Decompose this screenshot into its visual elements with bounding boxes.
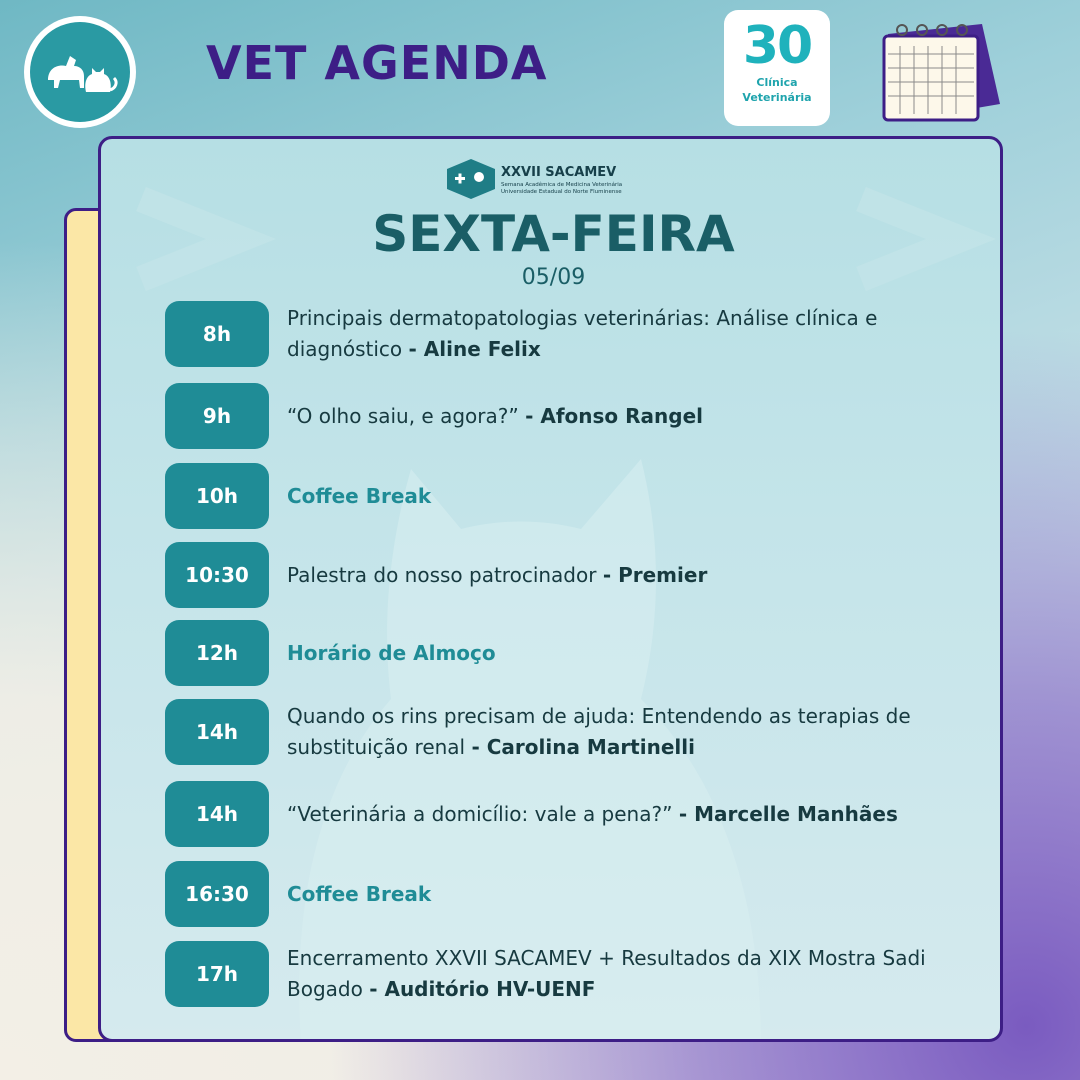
- event-subtitle: Semana Acadêmica de Medicina Veterinária: [501, 182, 623, 188]
- session-text: [287, 542, 957, 608]
- session-speaker: - Afonso Rangel: [525, 403, 704, 428]
- session-text: [287, 620, 957, 686]
- session-text: [287, 861, 957, 927]
- session-title: “O olho saiu, e agora?”: [287, 403, 526, 428]
- calendar-icon: [878, 20, 1004, 126]
- session-title: “Veterinária a domicílio: vale a pena?”: [287, 801, 679, 826]
- session-text: [287, 699, 957, 765]
- clinic-logo: [24, 16, 136, 128]
- session-title: Principais dermatopatologias veterinárias: Análise clínica e diagnóstico: [287, 306, 878, 361]
- session-text: [287, 383, 957, 449]
- agenda-panel: [98, 136, 1003, 1042]
- badge-number: 30: [742, 16, 812, 76]
- time-pill: 8h: [165, 301, 269, 367]
- day-date: 05/09: [521, 265, 586, 290]
- session-text: [287, 301, 957, 367]
- time-pill: 9h: [165, 383, 269, 449]
- session-speaker: - Aline Felix: [408, 337, 541, 361]
- badge-line1: Clínica: [756, 76, 798, 89]
- event-university: Universidade Estadual do Norte Fluminense: [501, 189, 622, 195]
- badge-line2: Veterinária: [742, 91, 812, 104]
- session-title: Coffee Break: [287, 483, 432, 508]
- session-speaker: - Marcelle Manhães: [678, 801, 898, 826]
- time-pill: 17h: [165, 941, 269, 1007]
- time-pill: 12h: [165, 620, 269, 686]
- session-text: [287, 463, 957, 529]
- session-title: Palestra do nosso patrocinador: [287, 562, 603, 587]
- time-pill: 10h: [165, 463, 269, 529]
- dog-cat-icon: [30, 22, 130, 122]
- session-speaker: - Carolina Martinelli: [471, 735, 695, 759]
- time-pill: 14h: [165, 699, 269, 765]
- anniversary-badge: [724, 10, 830, 126]
- session-speaker: - Auditório HV-UENF: [369, 977, 596, 1001]
- event-name: XXVII SACAMEV: [501, 165, 617, 180]
- session-text: [287, 941, 957, 1007]
- session-title: Coffee Break: [287, 881, 432, 906]
- sacamev-logo-icon: [441, 157, 501, 199]
- time-pill: 14h: [165, 781, 269, 847]
- time-pill: 10:30: [165, 542, 269, 608]
- session-title: Encerramento XXVII SACAMEV + Resultados da XIX Mostra Sadi Bogado: [287, 946, 926, 1001]
- session-title: Quando os rins precisam de ajuda: Entendendo as terapias de substituição renal: [287, 704, 911, 759]
- session-text: [287, 781, 957, 847]
- session-speaker: - Premier: [602, 562, 708, 587]
- time-pill: 16:30: [165, 861, 269, 927]
- page-title: VET AGENDA: [206, 36, 548, 90]
- day-title: SEXTA-FEIRA: [372, 205, 735, 263]
- session-title: Horário de Almoço: [287, 640, 496, 665]
